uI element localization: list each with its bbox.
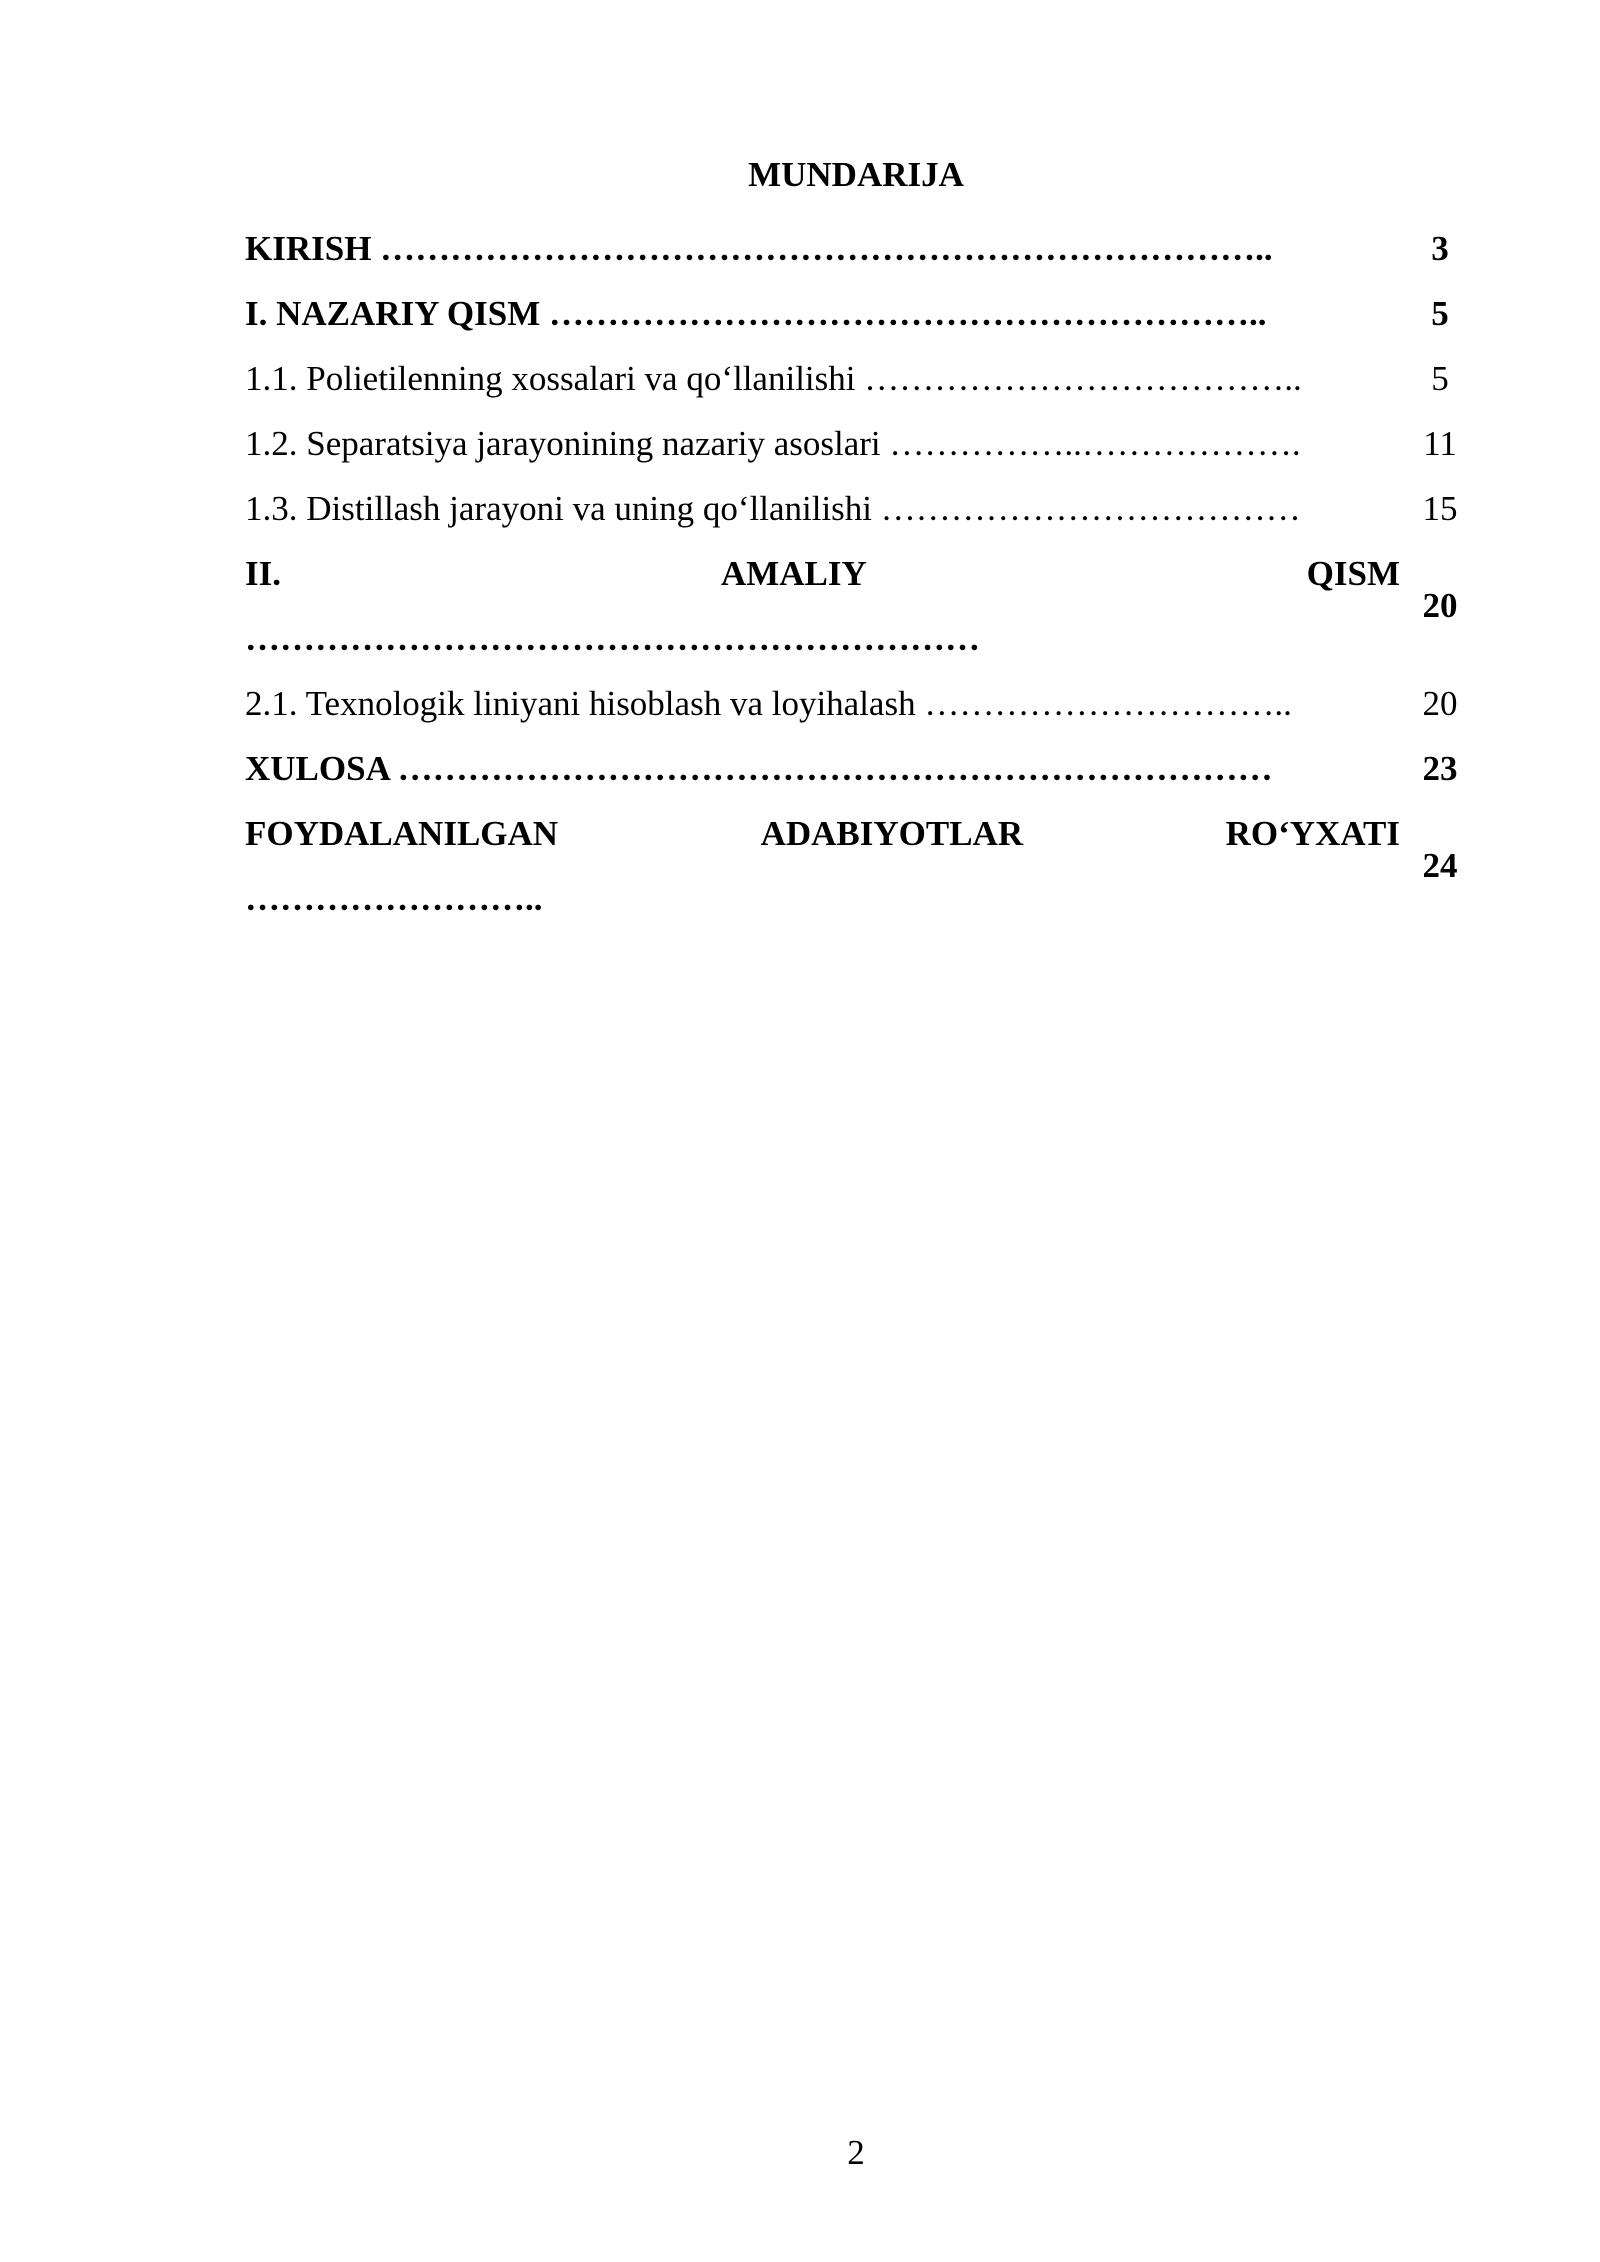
toc-entry-adabiyotlar (245, 801, 1475, 931)
toc-word: RO‘YXATI (1225, 814, 1400, 853)
toc-entry-text: I. NAZARIY QISM …………………………………………………….. (245, 294, 1267, 333)
toc-entry-page: 11 (1423, 424, 1457, 463)
toc-entry-text: 1.2. Separatsiya jarayonining nazariy asoslari ……………..………………. (245, 424, 1301, 463)
toc-entry-dot-leader: …………………….. (245, 879, 543, 918)
toc-word: II. (245, 554, 281, 593)
toc-entry-xulosa (245, 736, 1475, 801)
toc-entry-1-2 (245, 411, 1475, 476)
toc-entry-page: 15 (1422, 489, 1458, 528)
toc-entry-page: 5 (1431, 359, 1449, 398)
toc-entry-1-3 (245, 476, 1475, 541)
table-of-contents (245, 216, 1475, 931)
toc-entry-amaliy-qism (245, 541, 1475, 671)
toc-entry-text: 2.1. Texnologik liniyani hisoblash va loyihalash ………………………….. (245, 684, 1292, 723)
toc-entry-text: XULOSA ………………………………………………………………… (245, 749, 1273, 788)
toc-entry-page: 20 (1422, 684, 1458, 723)
toc-entry-text: 1.1. Polietilenning xossalari va qo‘llanilishi ……………………………….. (245, 359, 1302, 398)
toc-entry-title-line (245, 801, 1400, 866)
toc-entry-page: 24 (1422, 846, 1458, 885)
toc-entry-text: 1.3. Distillash jarayoni va uning qo‘llanilishi ……………………………… (245, 489, 1301, 528)
toc-entry-page: 23 (1422, 749, 1458, 788)
page-number: 2 (847, 2133, 865, 2172)
toc-entry-nazariy-qism (245, 281, 1475, 346)
toc-word: QISM (1306, 554, 1400, 593)
toc-entry-1-1 (245, 346, 1475, 411)
toc-entry-text (245, 801, 1405, 931)
toc-entry-page: 5 (1431, 294, 1449, 333)
toc-word: FOYDALANILGAN (245, 814, 559, 853)
toc-entry-text: KIRISH ………………………………………………………………….. (245, 229, 1273, 268)
toc-word: ADABIYOTLAR (760, 814, 1024, 853)
toc-entry-title-line (245, 541, 1400, 606)
toc-entry-page: 3 (1431, 229, 1449, 268)
toc-entry-kirish (245, 216, 1475, 281)
page-title: MUNDARIJA (748, 155, 964, 194)
toc-entry-dot-leader: ……………………………………………………… (245, 619, 980, 658)
toc-entry-page: 20 (1422, 586, 1458, 625)
toc-entry-text (245, 541, 1405, 671)
toc-word: AMALIY (720, 554, 867, 593)
toc-entry-2-1 (245, 671, 1475, 736)
